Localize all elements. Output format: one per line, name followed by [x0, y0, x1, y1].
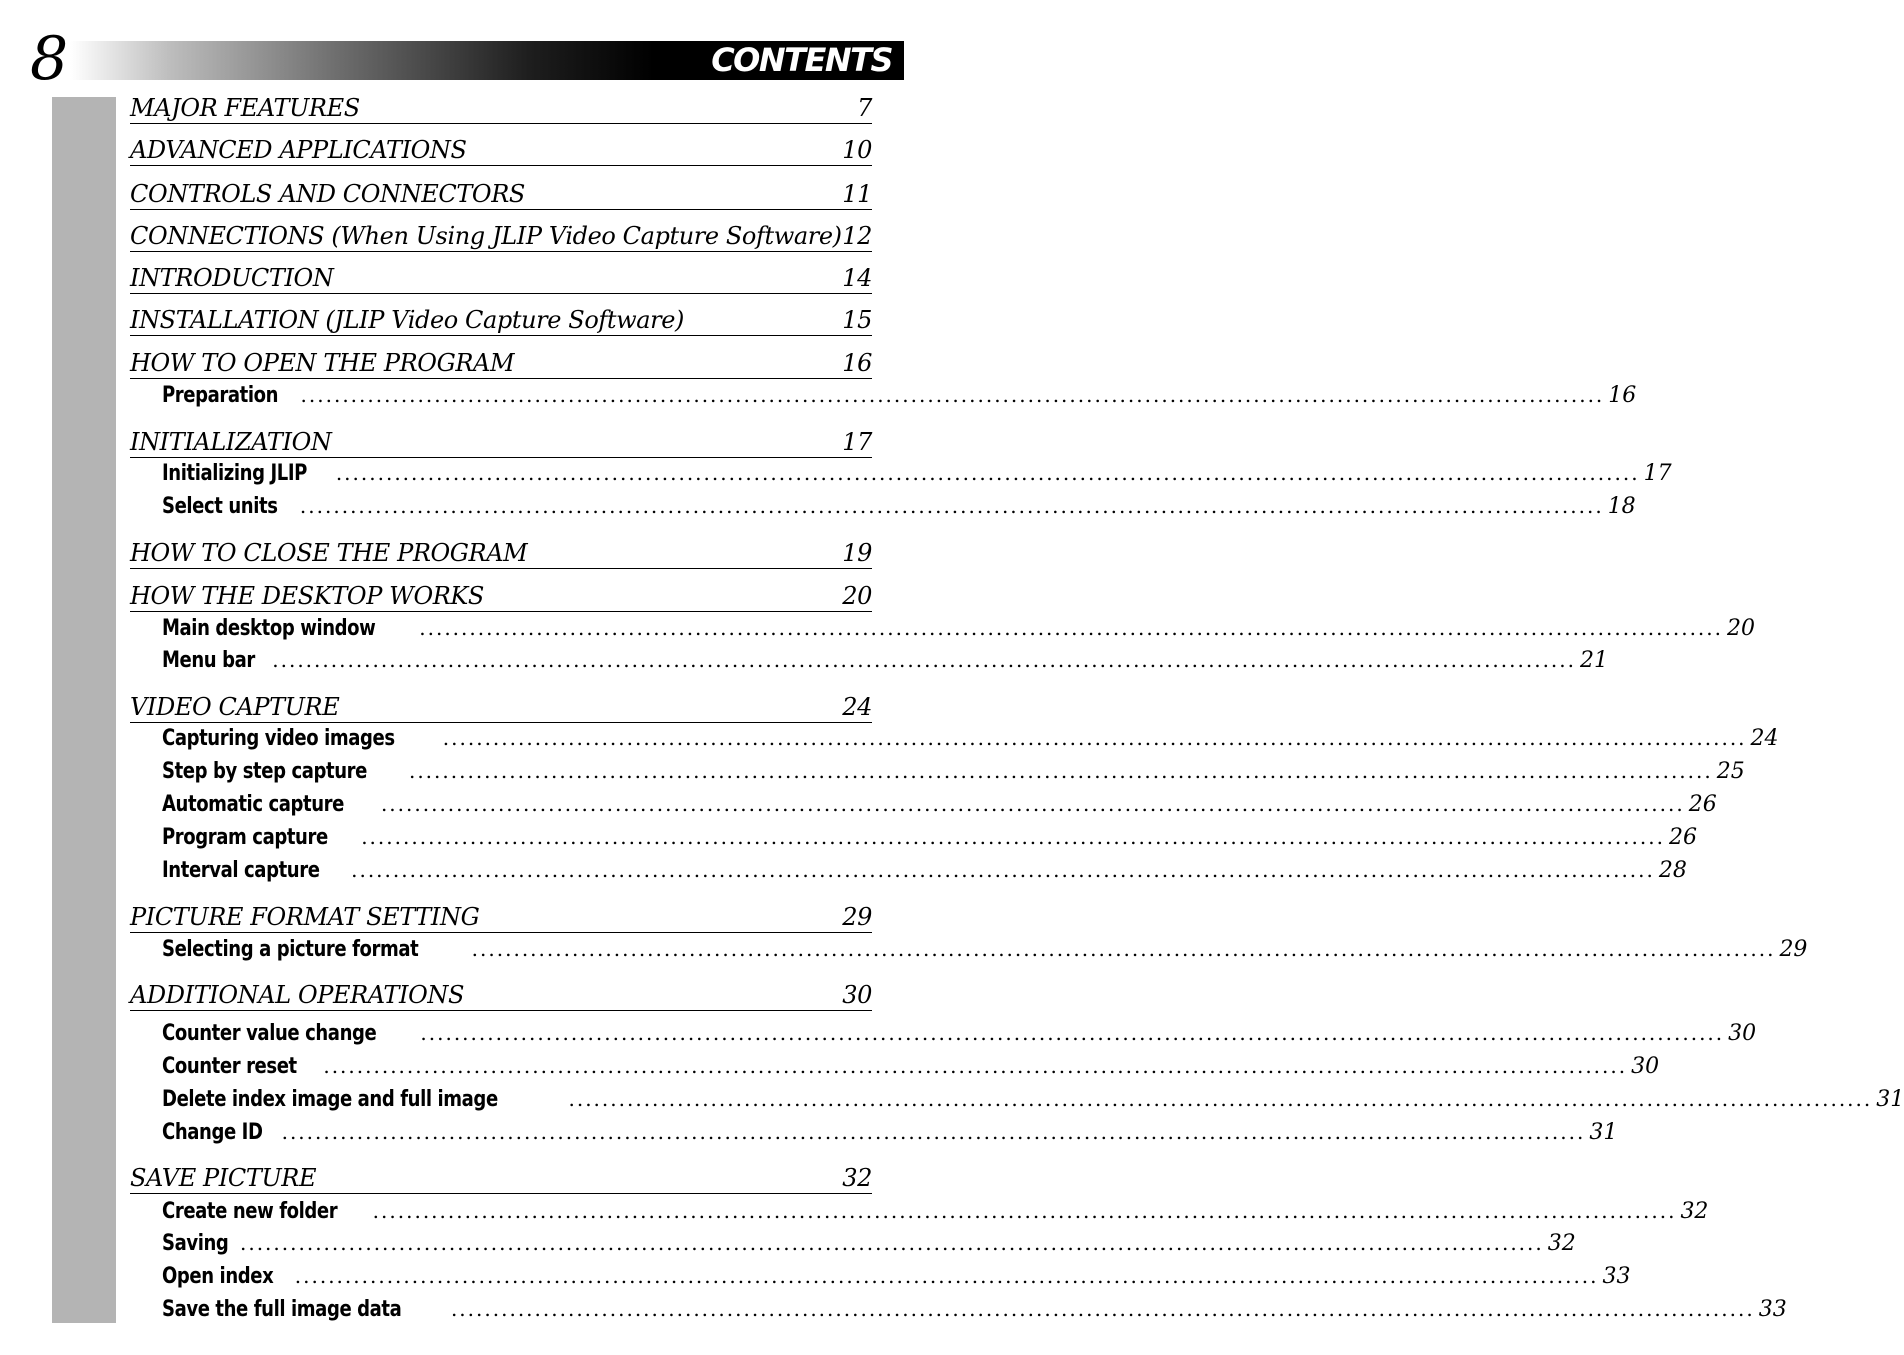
subsection-title: Change ID: [162, 1120, 263, 1145]
section-title: PICTURE FORMAT SETTING: [130, 903, 480, 931]
subsection-page-number: 32: [1680, 1199, 1709, 1224]
dot-leader: ............................................................................................................................................................: [408, 759, 1713, 783]
subsection-page-number: 28: [1658, 858, 1687, 883]
section-page-number: 16: [842, 349, 872, 377]
page-title: CONTENTS: [711, 41, 892, 79]
subsection-page-number: 17: [1643, 461, 1672, 486]
subsection-title: Delete index image and full image: [162, 1087, 498, 1112]
section-title: ADDITIONAL OPERATIONS: [130, 981, 464, 1009]
subsection-title: Capturing video images: [162, 726, 395, 751]
subsection-title: Save the full image data: [162, 1297, 402, 1322]
dot-leader: ............................................................................................................................................................: [351, 858, 1655, 882]
subsection-title: Step by step capture: [162, 759, 367, 784]
subsection-title: Counter value change: [162, 1021, 377, 1046]
subsection-page-number: 31: [1876, 1087, 1904, 1112]
section-title: HOW TO OPEN THE PROGRAM: [130, 349, 515, 377]
subsection-title: Select units: [162, 494, 278, 519]
section-title: CONNECTIONS (When Using JLIP Video Capture Software): [130, 222, 842, 250]
dot-leader: ............................................................................................................................................................: [471, 937, 1776, 961]
toc-section: [130, 1162, 872, 1194]
subsection-title: Initializing JLIP: [162, 461, 307, 486]
section-title: INSTALLATION (JLIP Video Capture Software): [130, 306, 684, 334]
toc-subsection: [162, 792, 1717, 822]
subsection-page-number: 26: [1668, 825, 1697, 850]
subsection-page-number: 31: [1589, 1120, 1618, 1145]
subsection-title: Menu bar: [162, 648, 255, 673]
section-page-number: 20: [842, 582, 872, 610]
toc-section: [130, 691, 872, 723]
section-title: VIDEO CAPTURE: [130, 693, 340, 721]
section-page-number: 24: [842, 693, 872, 721]
dot-leader: ............................................................................................................................................................: [419, 616, 1724, 640]
dot-leader: ............................................................................................................................................................: [294, 1264, 1599, 1288]
toc-subsection: [162, 383, 1637, 413]
subsection-title: Interval capture: [162, 858, 320, 883]
toc-subsection: [162, 494, 1636, 524]
subsection-page-number: 26: [1688, 792, 1717, 817]
subsection-page-number: 30: [1631, 1054, 1660, 1079]
section-title: HOW TO CLOSE THE PROGRAM: [130, 539, 528, 567]
toc-subsection: [162, 1021, 1757, 1051]
toc-subsection: [162, 1120, 1618, 1150]
subsection-page-number: 18: [1607, 494, 1636, 519]
section-title: MAJOR FEATURES: [130, 94, 360, 122]
toc-subsection: [162, 616, 1756, 646]
toc-section: [130, 426, 872, 458]
toc-section: [130, 134, 872, 166]
dot-leader: ............................................................................................................................................................: [380, 792, 1685, 816]
toc-section: [130, 347, 872, 379]
section-title: INTRODUCTION: [130, 264, 334, 292]
dot-leader: ............................................................................................................................................................: [568, 1087, 1873, 1111]
toc-subsection: [162, 858, 1687, 888]
section-title: ADVANCED APPLICATIONS: [130, 136, 467, 164]
dot-leader: ............................................................................................................................................................: [442, 726, 1747, 750]
subsection-page-number: 20: [1727, 616, 1756, 641]
subsection-page-number: 25: [1716, 759, 1745, 784]
toc-subsection: [162, 1199, 1709, 1229]
toc-section: [130, 304, 872, 336]
subsection-page-number: 21: [1580, 648, 1609, 673]
toc-subsection: [162, 1264, 1631, 1294]
section-page-number: 17: [842, 428, 872, 456]
subsection-title: Open index: [162, 1264, 274, 1289]
section-page-number: 14: [842, 264, 872, 292]
subsection-title: Preparation: [162, 383, 279, 408]
page-number: 8: [30, 24, 69, 94]
subsection-title: Main desktop window: [162, 616, 376, 641]
toc-section: [130, 580, 872, 612]
section-page-number: 7: [857, 94, 872, 122]
toc-section: [130, 537, 872, 569]
toc-subsection: [162, 759, 1745, 789]
dot-leader: ............................................................................................................................................................: [281, 1120, 1586, 1144]
toc-subsection: [162, 1231, 1576, 1261]
toc-subsection: [162, 461, 1672, 491]
section-page-number: 29: [842, 903, 872, 931]
toc-subsection: [162, 1087, 1904, 1117]
subsection-title: Saving: [162, 1231, 229, 1256]
dot-leader: ............................................................................................................................................................: [239, 1231, 1544, 1255]
subsection-page-number: 16: [1608, 383, 1637, 408]
dot-leader: ............................................................................................................................................................: [450, 1297, 1755, 1321]
subsection-page-number: 29: [1779, 937, 1808, 962]
subsection-page-number: 32: [1547, 1231, 1576, 1256]
section-page-number: 15: [842, 306, 872, 334]
dot-leader: ............................................................................................................................................................: [272, 648, 1577, 672]
subsection-page-number: 33: [1602, 1264, 1631, 1289]
toc-subsection: [162, 726, 1779, 756]
section-title: HOW THE DESKTOP WORKS: [130, 582, 484, 610]
section-title: INITIALIZATION: [130, 428, 332, 456]
dot-leader: ............................................................................................................................................................: [300, 383, 1605, 407]
section-page-number: 30: [842, 981, 872, 1009]
dot-leader: ............................................................................................................................................................: [299, 494, 1604, 518]
toc-subsection: [162, 937, 1808, 967]
dot-leader: ............................................................................................................................................................: [335, 461, 1640, 485]
dot-leader: ............................................................................................................................................................: [323, 1054, 1628, 1078]
toc-subsection: [162, 648, 1609, 678]
section-title: SAVE PICTURE: [130, 1164, 317, 1192]
subsection-page-number: 24: [1750, 726, 1779, 751]
section-page-number: 10: [842, 136, 872, 164]
toc-subsection: [162, 1054, 1660, 1084]
section-page-number: 32: [842, 1164, 872, 1192]
section-page-number: 19: [842, 539, 872, 567]
toc-subsection: [162, 1297, 1787, 1327]
subsection-title: Program capture: [162, 825, 328, 850]
dot-leader: ............................................................................................................................................................: [372, 1199, 1677, 1223]
toc-section: [130, 92, 872, 124]
toc-section: [130, 262, 872, 294]
subsection-page-number: 30: [1728, 1021, 1757, 1046]
section-page-number: 12: [842, 222, 872, 250]
dot-leader: ............................................................................................................................................................: [361, 825, 1665, 849]
subsection-title: Create new folder: [162, 1199, 338, 1224]
subsection-title: Selecting a picture format: [162, 937, 419, 962]
subsection-title: Automatic capture: [162, 792, 344, 817]
subsection-title: Counter reset: [162, 1054, 297, 1079]
toc-section: [130, 220, 872, 252]
subsection-page-number: 33: [1758, 1297, 1787, 1322]
dot-leader: ............................................................................................................................................................: [420, 1021, 1725, 1045]
section-page-number: 11: [842, 180, 872, 208]
section-title: CONTROLS AND CONNECTORS: [130, 180, 525, 208]
toc-section: [130, 901, 872, 933]
toc-section: [130, 178, 872, 210]
toc-section: [130, 979, 872, 1011]
toc-subsection: [162, 825, 1697, 855]
